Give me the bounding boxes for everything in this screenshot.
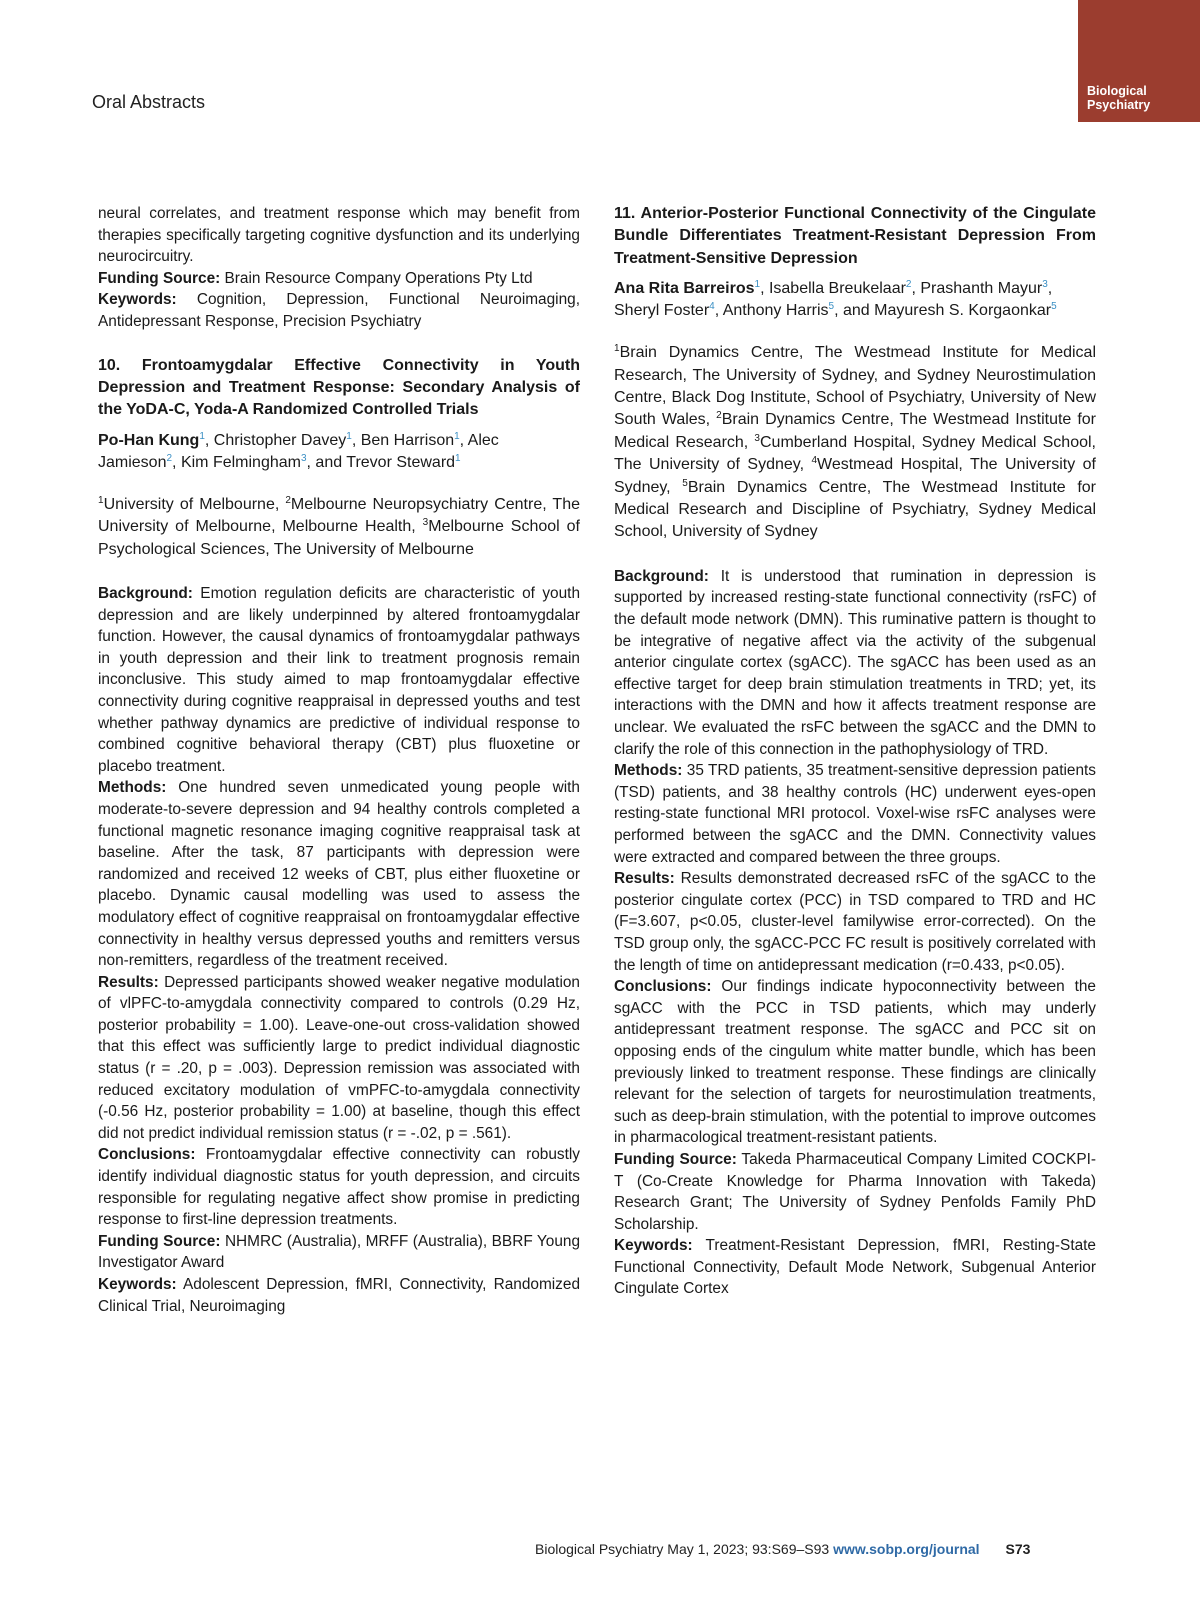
abstract-10-affiliations: $^1$University of Melbourne, $^2$Melbourne Neuropsychiatry Centre, The University of Melbourne, Melbourne Health, $^3$Melbourne School of Psychological Sciences, The University of Melbourne — [98, 494, 580, 558]
abstract-11-authors: Ana Rita Barreiros$^1$, Isabella Breukelaar$^2$, Prashanth Mayur$^3$, Sheryl Foster$^4$, Anthony Harris$^5$, and Mayuresh S. Korgaonkar$^5$ — [614, 279, 1057, 320]
abstract-10-background: Background: Emotion regulation deficits are characteristic of youth depression and are likely underpinned by altered frontoamygdalar function. However, the causal dynamics of frontoamygdalar pathways in youth depression and their link to treatment prognosis remain inconclusive. This study aimed to map frontoamygdalar effective connectivity during cognitive reappraisal in depressed youths and test whether pathway dynamics are predictive of individual response to combined cognitive behavioral therapy (CBT) plus fluoxetine or placebo treatment. — [98, 585, 580, 775]
abstract-10-funding: Funding Source: NHMRC (Australia), MRFF (Australia), BBRF Young Investigator Award — [98, 1232, 581, 1272]
abstract-10-results: Results: Depressed participants showed weaker negative modulation of vlPFC-to-amygdala connectivity compared to controls (0.29 Hz, posterior probability = 1.00). Leave-one-out cross-validation showed that this effect was sufficiently large to predict individual diagnostic status (r = .20, p = .003). Depression remission was associated with reduced excitatory modulation of vmPFC-to-amygdala connectivity (-0.56 Hz, posterior probability = 1.00) at baseline, though this effect did not predict individual remission status (r = -.02, p = .561). — [98, 973, 580, 1142]
abstract-10-keywords: Keywords: Adolescent Depression, fMRI, Connectivity, Randomized Clinical Trial, Neuroimaging — [98, 1276, 580, 1315]
abstract-11-background: Background: It is understood that rumination in depression is supported by increased resting-state functional connectivity (rsFC) of the default mode network (DMN). This ruminative pattern is thought to be integrative of negative affect via the activity of the subgenual anterior cingulate cortex (sgACC). The sgACC has been used as an effective target for deep brain stimulation treatments in TRD; yet, its interactions with the DMN and how it affects treatment response are unclear. We evaluated the rsFC between the sgACC and the DMN to clarify the role of this connection in the pathophysiology of TRD. — [614, 567, 1096, 758]
left-column — [98, 203, 580, 1317]
right-column — [614, 203, 1096, 1300]
journal-tab — [1078, 0, 1200, 122]
abstract-11-title: 11. Anterior-Posterior Functional Connectivity of the Cingulate Bundle Differentiates Treatment-Resistant Depression From Treatment-Sensitive Depression — [614, 205, 1096, 267]
abstract-11-funding: Funding Source: Takeda Pharmaceutical Company Limited COCKPI-T (Co-Create Knowledge for Pharma Innovation with Takeda) Research Grant; The University of Sydney Penfolds Family PhD Scholarship. — [614, 1150, 1097, 1233]
journal-name — [1087, 84, 1150, 112]
page-footer — [535, 1541, 1030, 1557]
abstract-11-results: Results: Results demonstrated decreased rsFC of the sgACC to the posterior cingulate cortex (PCC) in TSD compared to TRD and HC (F=3.607, p<0.05, cluster-level familywise error-corrected). On the TSD group only, the sgACC-PCC FC result is positively correlated with the length of time on antidepressant medication (r=0.433, p<0.05). — [614, 870, 1096, 974]
journal-name-line2: Psychiatry — [1087, 98, 1151, 112]
continued-funding: Funding Source: Brain Resource Company Operations Pty Ltd — [98, 269, 533, 287]
abstract-10-title: 10. Frontoamygdalar Effective Connectivity in Youth Depression and Treatment Response: Secondary Analysis of the YoDA-C, Yoda-A Randomized Controlled Trials — [98, 356, 580, 419]
abstract-10-conclusions: Conclusions: Frontoamygdalar effective connectivity can robustly identify individual diagnostic status for youth depression, and circuits responsible for regulating negative affect show promise in predicting response to first-line depression treatments. — [98, 1146, 580, 1229]
journal-link[interactable]: www.sobp.org/journal — [833, 1541, 980, 1557]
continued-keywords: Keywords: Cognition, Depression, Functional Neuroimaging, Antidepressant Response, Precision Psychiatry — [98, 291, 580, 330]
abstract-11-keywords: Keywords: Treatment-Resistant Depression, fMRI, Resting-State Functional Connectivity, Default Mode Network, Subgenual Anterior Cingulate Cortex — [614, 1237, 1096, 1298]
journal-name-line1: Biological — [1087, 84, 1147, 98]
abstract-11-conclusions: Conclusions: Our findings indicate hypoconnectivity between the sgACC with the PCC in TSD patients, which may underly antidepressant treatment response. The sgACC and PCC sit on opposing ends of the cingulum white matter bundle, which has been previously linked to treatment response. These findings are clinically relevant for the selection of targets for neurostimulation treatments, such as deep-brain stimulation, with the potential to improve outcomes in pharmacological treatment-resistant patients. — [614, 978, 1096, 1147]
page-number: S73 — [1005, 1541, 1031, 1557]
abstract-10-methods: Methods: One hundred seven unmedicated young people with moderate-to-severe depression and 94 healthy controls completed a functional magnetic resonance imaging cognitive reappraisal task at baseline. After the task, 87 participants with depression were randomized and received 12 weeks of CBT, plus either fluoxetine or placebo. Dynamic causal modelling was used to assess the modulatory effect of cognitive reappraisal on frontoamygdalar effective connectivity in healthy versus depressed youths and remitters versus non-remitters, regardless of the treatment received. — [98, 779, 580, 970]
continued-text: neural correlates, and treatment response which may benefit from therapies specifically targeting cognitive dysfunction and its underlying neurocircuitry. — [98, 205, 580, 266]
abstract-10-authors: Po-Han Kung$^1$, Christopher Davey$^1$, Ben Harrison$^1$, Alec Jamieson$^2$, Kim Felmingham$^3$, and Trevor Steward$^1$ — [98, 430, 499, 471]
footer-citation: Biological Psychiatry May 1, 2023; 93:S69–S93 — [535, 1541, 834, 1557]
section-heading: Oral Abstracts — [92, 92, 206, 112]
abstract-11-methods: Methods: 35 TRD patients, 35 treatment-sensitive depression patients (TSD) patients, and 38 healthy controls (HC) underwent eyes-open resting-state functional MRI protocol. Voxel-wise rsFC analyses were performed between the sgACC and the DMN. Connectivity values were extracted and compared between the three groups. — [614, 762, 1096, 866]
abstract-11-affiliations: $^1$Brain Dynamics Centre, The Westmead Institute for Medical Research, The University of Sydney, and Sydney Neurostimulation Centre, Black Dog Institute, School of Psychiatry, University of New South Wales, $^2$Brain Dynamics Centre, The Westmead Institute for Medical Research, $^3$Cumberland Hospital, Sydney Medical School, The University of Sydney, $^4$Westmead Hospital, The University of Sydney, $^5$Brain Dynamics Centre, The Westmead Institute for Medical Research and Discipline of Psychiatry, Sydney Medical School, University of Sydney — [614, 343, 1096, 541]
